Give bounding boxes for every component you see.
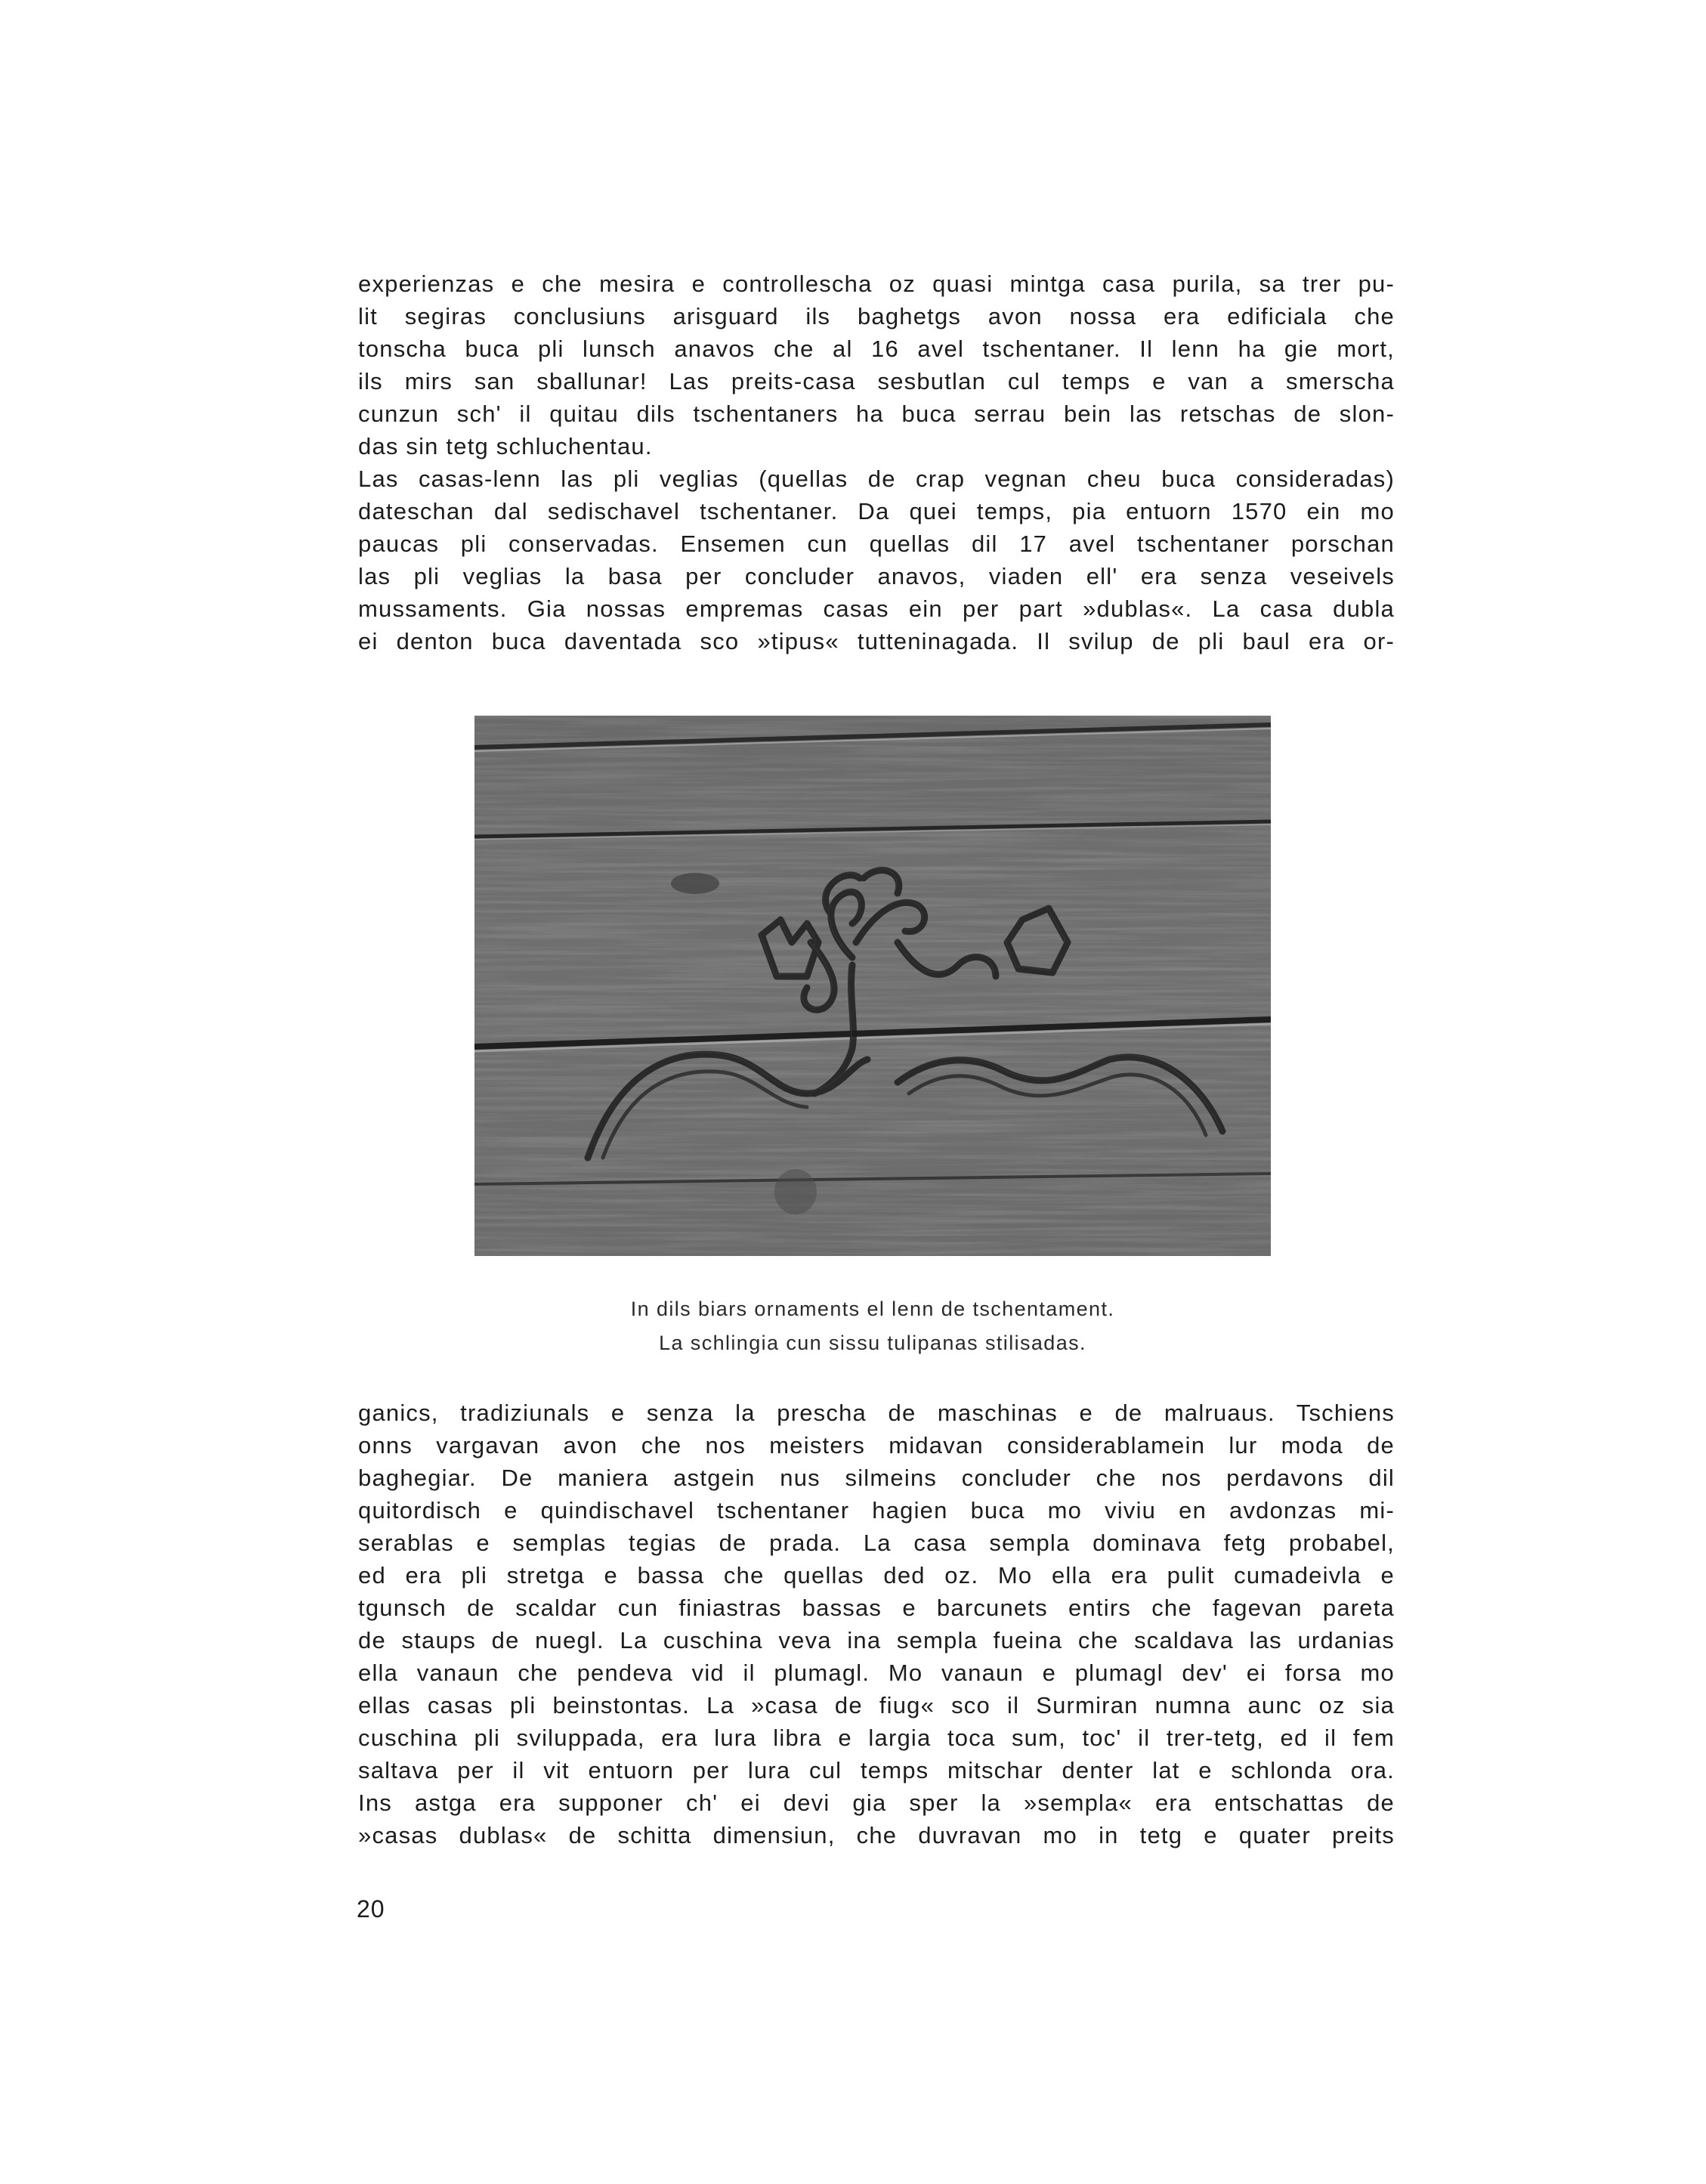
text-line: ellas casas pli beinstontas. La »casa de fiug« sco il Surmiran numna aunc oz sia — [358, 1692, 1395, 1718]
text-line: cuschina pli sviluppada, era lura libra e largia toca sum, toc' il trer-tetg, ed il fem — [358, 1725, 1395, 1751]
text-line: das sin tetg schluchentau. — [358, 433, 653, 459]
text-line: las pli veglias la basa per concluder anavos, viaden ell' era senza veseivels — [358, 563, 1395, 589]
text-line: lit segiras conclusiuns arisguard ils baghetgs avon nossa era edificiala che — [358, 303, 1395, 329]
text-line: »casas dublas« de schitta dimensiun, che duvravan mo in tetg e quater preits — [358, 1822, 1395, 1848]
text-line: serablas e semplas tegias de prada. La casa sempla dominava fetg probabel, — [358, 1530, 1395, 1556]
caption-line: La schlingia cun sissu tulipanas stilisadas. — [659, 1332, 1086, 1354]
text-line: Ins astga era supponer ch' ei devi gia sper la »sempla« era entschattas de — [358, 1790, 1395, 1816]
paragraph-top — [358, 268, 1395, 657]
text-line: mussaments. Gia nossas empremas casas ein per part »dublas«. La casa dubla — [358, 595, 1395, 622]
text-line: experienzas e che mesira e controllescha oz quasi mintga casa purila, sa trer pu- — [358, 271, 1395, 297]
text-line: paucas pli conservadas. Ensemen cun quellas dil 17 avel tschentaner porschan — [358, 531, 1395, 557]
page-number: 20 — [357, 1895, 385, 1923]
caption-line: In dils biars ornaments el lenn de tschentament. — [630, 1298, 1115, 1320]
text-line: cunzun sch' il quitau dils tschentaners ha buca serrau bein las retschas de slon- — [358, 401, 1395, 427]
paragraph-bottom — [358, 1397, 1395, 1851]
text-line: quitordisch e quindischavel tschentaner hagien buca mo viviu en avdonzas mi- — [358, 1497, 1395, 1524]
wood-carving-photo — [474, 716, 1271, 1256]
text-line: tgunsch de scaldar cun finiastras bassas e barcunets entirs che fagevan pareta — [358, 1595, 1395, 1621]
text-line: Las casas-lenn las pli veglias (quellas de crap vegnan cheu buca consideradas) — [358, 466, 1395, 492]
text-line: ils mirs san sballunar! Las preits-casa sesbutlan cul temps e van a smerscha — [358, 368, 1395, 394]
text-line: tonscha buca pli lunsch anavos che al 16 avel tschentaner. Il lenn ha gie mort, — [358, 336, 1395, 362]
text-line: baghegiar. De maniera astgein nus silmeins concluder che nos perdavons dil — [358, 1465, 1395, 1491]
figure-caption — [474, 1292, 1271, 1360]
text-line: ella vanaun che pendeva vid il plumagl. Mo vanaun e plumagl dev' ei forsa mo — [358, 1660, 1395, 1686]
text-line: saltava per il vit entuorn per lura cul temps mitschar denter lat e schlonda ora. — [358, 1757, 1395, 1783]
text-line: ei denton buca daventada sco »tipus« tutteninagada. Il svilup de pli baul era or- — [358, 628, 1395, 654]
text-line: ed era pli stretga e bassa che quellas ded oz. Mo ella era pulit cumadeivla e — [358, 1562, 1395, 1589]
text-line: dateschan dal sedischavel tschentaner. Da quei temps, pia entuorn 1570 ein mo — [358, 498, 1395, 524]
text-line: onns vargavan avon che nos meisters midavan considerablamein lur moda de — [358, 1432, 1395, 1459]
text-line: de staups de nuegl. La cuschina veva ina sempla fueina che scaldava las urdanias — [358, 1627, 1395, 1653]
text-line: ganics, tradiziunals e senza la prescha de maschinas e de malruaus. Tschiens — [358, 1400, 1395, 1426]
